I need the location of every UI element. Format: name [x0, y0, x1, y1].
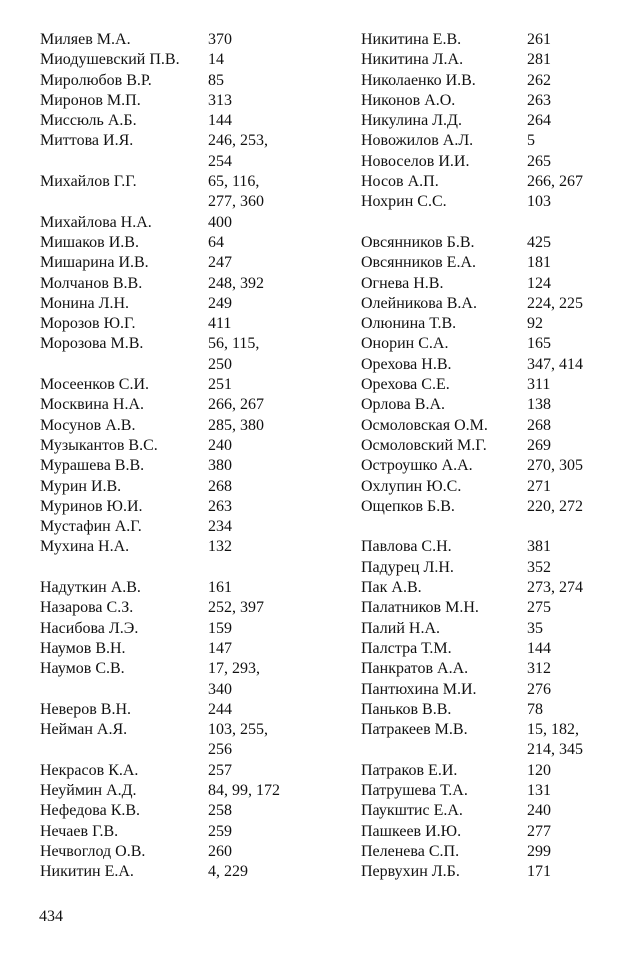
page-references: 277	[527, 822, 551, 840]
letter-group-spacer	[361, 517, 606, 537]
page-references: 56, 115, 250	[208, 335, 260, 373]
author-name: Наумов С.В.	[40, 660, 125, 678]
letter-group-spacer	[361, 213, 606, 233]
index-entry	[361, 50, 606, 70]
page-references: 299	[527, 842, 551, 860]
page-references: 165	[527, 335, 551, 353]
author-name: Морозов Ю.Г.	[40, 315, 136, 333]
page-references: 352	[527, 558, 551, 576]
index-entry	[40, 253, 310, 273]
index-entry	[40, 781, 310, 801]
page-references: 5	[527, 132, 535, 150]
author-name: Муринов Ю.И.	[40, 497, 143, 515]
index-entry	[40, 172, 310, 213]
page-references: 262	[527, 71, 551, 89]
index-entry	[361, 720, 606, 761]
page-references: 4, 229	[208, 863, 248, 881]
author-name: Орлова В.А.	[361, 396, 445, 414]
author-name: Мухина Н.А.	[40, 538, 130, 556]
page-references: 347, 414	[527, 355, 583, 373]
author-name: Неуймин А.Д.	[40, 781, 137, 799]
index-entry	[40, 30, 310, 50]
index-entry	[40, 862, 310, 882]
author-name: Ощепков Б.В.	[361, 497, 455, 515]
page-references: 281	[527, 51, 551, 69]
index-entry	[361, 355, 606, 375]
author-name: Осмоловская О.М.	[361, 416, 488, 434]
index-entry	[40, 91, 310, 111]
page-references: 244	[208, 700, 232, 718]
author-name: Назарова С.З.	[40, 599, 134, 617]
index-entry	[361, 152, 606, 172]
page-references: 103	[527, 193, 551, 211]
page-references: 240	[527, 802, 551, 820]
author-name: Пеленева С.П.	[361, 842, 460, 860]
index-entry	[361, 436, 606, 456]
author-name: Палий Н.А.	[361, 619, 441, 637]
index-entry	[40, 436, 310, 456]
author-name: Москвина Н.А.	[40, 396, 144, 414]
author-name: Павлова С.Н.	[361, 538, 452, 556]
page-references: 247	[208, 254, 232, 272]
page-references: 270, 305	[527, 457, 583, 475]
index-entry	[361, 537, 606, 557]
index-entry	[361, 192, 606, 212]
index-entry	[40, 517, 310, 537]
index-entry	[361, 294, 606, 314]
page-references: 15, 182, 214, 345	[527, 721, 583, 759]
index-entry	[40, 700, 310, 720]
author-name: Пашкеев И.Ю.	[361, 822, 462, 840]
page-references: 181	[527, 254, 551, 272]
index-entry	[40, 131, 310, 172]
author-name: Орехова С.Е.	[361, 376, 450, 394]
author-name: Некрасов К.А.	[40, 761, 139, 779]
index-entry	[40, 639, 310, 659]
page-references: 159	[208, 619, 232, 637]
author-name: Мустафин А.Г.	[40, 518, 142, 536]
page-references: 266, 267	[527, 173, 583, 191]
author-name: Миролюбов В.Р.	[40, 71, 152, 89]
page-references: 132	[208, 538, 232, 556]
index-entry	[361, 416, 606, 436]
page-references: 124	[527, 274, 551, 292]
page-references: 268	[208, 477, 232, 495]
index-column-left	[40, 30, 310, 882]
author-name: Никонов А.О.	[361, 91, 456, 109]
index-entry	[361, 659, 606, 679]
page-references: 266, 267	[208, 396, 264, 414]
index-entry	[40, 233, 310, 253]
page-references: 273, 274	[527, 579, 583, 597]
page-references: 138	[527, 396, 551, 414]
index-entry	[40, 619, 310, 639]
author-name: Паньков В.В.	[361, 700, 452, 718]
page-references: 252, 397	[208, 599, 264, 617]
page-references: 268	[527, 416, 551, 434]
page-references: 260	[208, 842, 232, 860]
author-name: Михайлова Н.А.	[40, 213, 152, 231]
index-entry	[361, 558, 606, 578]
page-references: 261	[527, 31, 551, 48]
author-name: Нохрин С.С.	[361, 193, 447, 211]
author-name: Наумов В.Н.	[40, 639, 126, 657]
index-column-right	[361, 30, 606, 882]
author-name: Пак А.В.	[361, 579, 422, 597]
page-references: 263	[208, 497, 232, 515]
index-entry	[361, 477, 606, 497]
author-name: Патракеев М.В.	[361, 721, 468, 739]
index-entry	[361, 274, 606, 294]
index-entry	[40, 477, 310, 497]
index-entry	[361, 578, 606, 598]
index-entry	[361, 395, 606, 415]
page-references: 85	[208, 71, 224, 89]
index-entry	[361, 456, 606, 476]
page-references: 131	[527, 781, 551, 799]
author-name: Миттова И.Я.	[40, 132, 134, 150]
page-references: 271	[527, 477, 551, 495]
page-references: 263	[527, 91, 551, 109]
index-entry	[361, 842, 606, 862]
author-name: Нечаев Г.В.	[40, 822, 119, 840]
page-references: 84, 99, 172	[208, 781, 280, 799]
author-name: Палстра Т.М.	[361, 639, 452, 657]
index-entry	[361, 761, 606, 781]
page-references: 17, 293, 340	[208, 660, 260, 698]
page-references: 265	[527, 152, 551, 170]
author-name: Насибова Л.Э.	[40, 619, 139, 637]
author-name: Мишаков И.В.	[40, 233, 139, 251]
author-name: Никитина Е.В.	[361, 31, 462, 48]
author-name: Олейникова В.А.	[361, 294, 477, 312]
author-name: Патраков Е.И.	[361, 761, 458, 779]
author-name: Мосунов А.В.	[40, 416, 136, 434]
index-entry	[40, 720, 310, 761]
author-name: Мишарина И.В.	[40, 254, 149, 272]
page-references: 161	[208, 579, 232, 597]
author-name: Носов А.П.	[361, 173, 439, 191]
page-references: 64	[208, 233, 224, 251]
page-references: 248, 392	[208, 274, 264, 292]
index-entry	[40, 395, 310, 415]
index-entry	[40, 334, 310, 375]
index-entry	[361, 639, 606, 659]
index-entry	[40, 761, 310, 781]
index-entry	[361, 71, 606, 91]
author-name: Миодушевский П.В.	[40, 51, 180, 69]
index-entry	[40, 578, 310, 598]
author-name: Никитин Е.А.	[40, 863, 134, 881]
page-references: 370	[208, 31, 232, 48]
page-references: 312	[527, 660, 551, 678]
author-name: Молчанов В.В.	[40, 274, 143, 292]
index-entry	[361, 862, 606, 882]
page-references: 285, 380	[208, 416, 264, 434]
index-entry	[361, 334, 606, 354]
page-references: 65, 116, 277, 360	[208, 173, 264, 211]
page-references: 259	[208, 822, 232, 840]
author-name: Овсянников Е.А.	[361, 254, 477, 272]
index-entry	[40, 50, 310, 70]
author-name: Николаенко И.В.	[361, 71, 476, 89]
author-name: Никулина Л.Д.	[361, 112, 462, 130]
page-references: 103, 255, 256	[208, 721, 268, 759]
page-references: 78	[527, 700, 543, 718]
page-references: 411	[208, 315, 232, 333]
author-name: Патрушева Т.А.	[361, 781, 468, 799]
index-entry	[40, 213, 310, 233]
author-name: Миляев М.А.	[40, 31, 131, 48]
index-entry	[40, 822, 310, 842]
page-references: 144	[527, 639, 551, 657]
author-name: Мосеенков С.И.	[40, 376, 150, 394]
index-entry	[40, 274, 310, 294]
page-references: 258	[208, 802, 232, 820]
index-entry	[40, 294, 310, 314]
page-references: 144	[208, 112, 232, 130]
index-entry	[40, 659, 310, 700]
index-entry	[361, 253, 606, 273]
index-entry	[361, 781, 606, 801]
page-references: 400	[208, 213, 232, 231]
index-entry	[40, 416, 310, 436]
index-entry	[361, 801, 606, 821]
index-entry	[40, 497, 310, 517]
index-entry	[361, 314, 606, 334]
author-name: Монина Л.Н.	[40, 294, 130, 312]
author-name: Овсянников Б.В.	[361, 233, 475, 251]
page-references: 220, 272	[527, 497, 583, 515]
index-entry	[361, 680, 606, 700]
author-name: Неверов В.Н.	[40, 700, 131, 718]
author-name: Олюнина Т.В.	[361, 315, 457, 333]
author-name: Нефедова К.В.	[40, 802, 141, 820]
index-entry	[40, 314, 310, 334]
index-entry	[361, 598, 606, 618]
author-name: Онорин С.А.	[361, 335, 449, 353]
author-name: Остроушко А.А.	[361, 457, 473, 475]
page-references: 311	[527, 376, 551, 394]
author-name: Пантюхина М.И.	[361, 680, 477, 698]
page-references: 35	[527, 619, 543, 637]
author-name: Новожилов А.Л.	[361, 132, 474, 150]
author-name: Палатников М.Н.	[361, 599, 479, 617]
page-references: 92	[527, 315, 543, 333]
index-entry	[361, 131, 606, 151]
index-entry	[40, 537, 310, 557]
page-number: 434	[39, 908, 63, 925]
index-entry	[40, 375, 310, 395]
author-name: Осмоловский М.Г.	[361, 436, 487, 454]
index-entry	[361, 822, 606, 842]
index-entry	[361, 497, 606, 517]
author-name: Паукштис Е.А.	[361, 802, 463, 820]
page-references: 251	[208, 376, 232, 394]
page-references: 147	[208, 639, 232, 657]
page-references: 249	[208, 294, 232, 312]
page-references: 14	[208, 51, 224, 69]
page-references: 313	[208, 91, 232, 109]
index-entry	[361, 30, 606, 50]
index-entry	[361, 375, 606, 395]
page-references: 257	[208, 761, 232, 779]
page-references: 120	[527, 761, 551, 779]
index-entry	[361, 111, 606, 131]
page-references: 264	[527, 112, 551, 130]
page-references: 276	[527, 680, 551, 698]
page-references: 234	[208, 518, 232, 536]
index-entry	[40, 598, 310, 618]
author-name: Охлупин Ю.С.	[361, 477, 462, 495]
index-entry	[361, 619, 606, 639]
index-entry	[40, 456, 310, 476]
author-name: Первухин Л.Б.	[361, 863, 460, 881]
index-entry	[361, 91, 606, 111]
author-name: Музыкантов В.С.	[40, 436, 158, 454]
index-entry	[40, 111, 310, 131]
index-entry	[40, 71, 310, 91]
index-entry	[40, 801, 310, 821]
index-entry	[361, 700, 606, 720]
index-entry	[361, 233, 606, 253]
page-references: 246, 253, 254	[208, 132, 268, 170]
author-name: Мурашева В.В.	[40, 457, 145, 475]
index-entry	[361, 172, 606, 192]
author-name: Нейман А.Я.	[40, 721, 128, 739]
author-name: Миронов М.П.	[40, 91, 141, 109]
page-references: 380	[208, 457, 232, 475]
page-references: 275	[527, 599, 551, 617]
letter-group-spacer	[40, 558, 310, 578]
author-name: Орехова Н.В.	[361, 355, 452, 373]
author-name: Морозова М.В.	[40, 335, 144, 353]
page-references: 240	[208, 436, 232, 454]
author-name: Падурец Л.Н.	[361, 558, 454, 576]
author-name: Огнева Н.В.	[361, 274, 444, 292]
page-references: 171	[527, 863, 551, 881]
author-name: Мурин И.В.	[40, 477, 122, 495]
page-references: 269	[527, 436, 551, 454]
index-entry	[40, 842, 310, 862]
author-name: Нечвоглод О.В.	[40, 842, 146, 860]
author-name: Никитина Л.А.	[361, 51, 464, 69]
page-references: 381	[527, 538, 551, 556]
author-name: Миссюль А.Б.	[40, 112, 137, 130]
author-name: Панкратов А.А.	[361, 660, 469, 678]
page-references: 224, 225	[527, 294, 583, 312]
page-references: 425	[527, 233, 551, 251]
author-name: Надуткин А.В.	[40, 579, 141, 597]
author-name: Михайлов Г.Г.	[40, 173, 137, 191]
author-name: Новоселов И.И.	[361, 152, 470, 170]
